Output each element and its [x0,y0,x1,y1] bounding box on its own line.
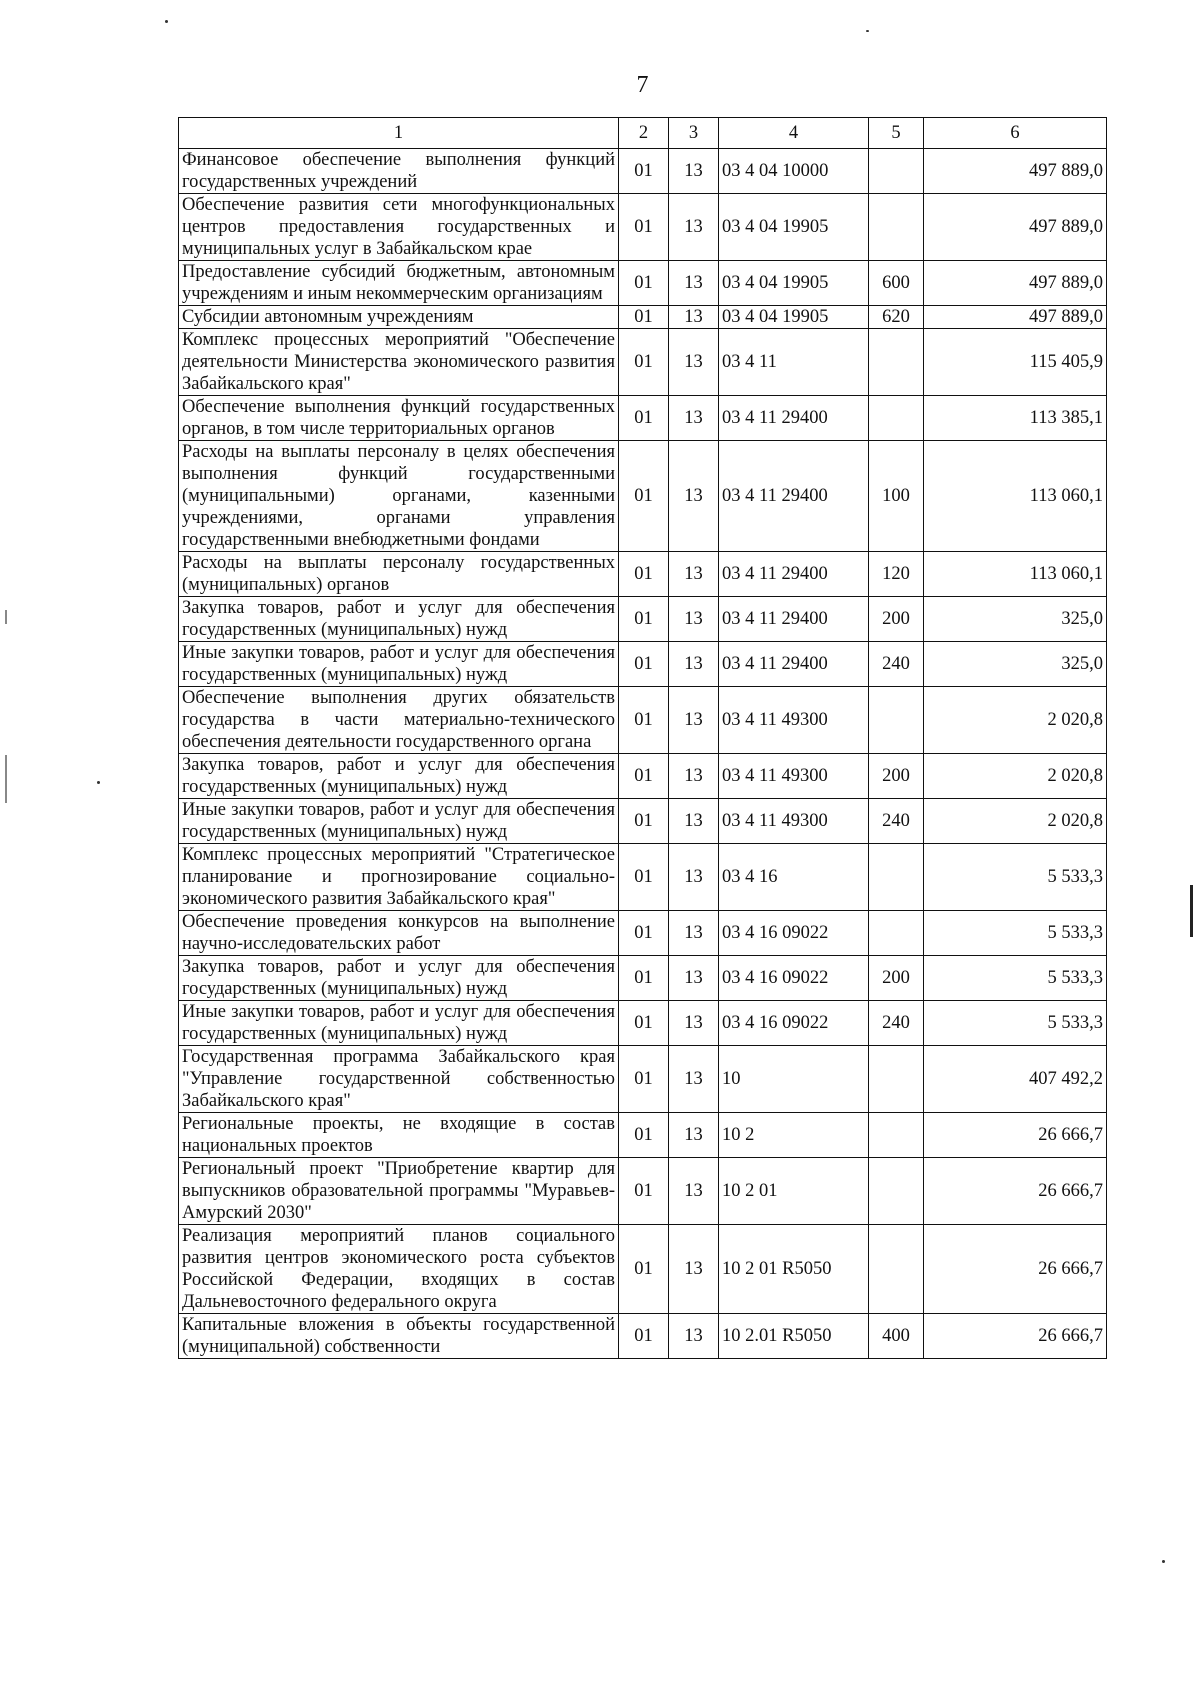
row-section-cell: 01 [619,1158,669,1225]
row-expense-type-cell [869,1113,924,1158]
column-header: 1 [179,118,619,149]
row-target-code-cell: 03 4 11 29400 [719,642,869,687]
row-section-cell: 01 [619,799,669,844]
row-section-cell: 01 [619,642,669,687]
row-target-code-cell: 03 4 16 09022 [719,911,869,956]
row-section-cell: 01 [619,396,669,441]
row-target-code-cell: 03 4 11 29400 [719,441,869,552]
row-section-cell: 01 [619,441,669,552]
budget-table [178,117,1107,1359]
row-name-cell: Обеспечение выполнения функций государственных органов, в том числе территориальных органов [179,396,619,441]
table-row [179,642,1107,687]
row-expense-type-cell [869,329,924,396]
table-row [179,329,1107,396]
table-row [179,1046,1107,1113]
row-section-cell: 01 [619,956,669,1001]
row-section-cell: 01 [619,1225,669,1314]
row-amount-cell: 2 020,8 [924,687,1107,754]
table-row [179,799,1107,844]
row-target-code-cell: 03 4 11 [719,329,869,396]
scan-edge-mark [5,755,7,803]
row-subsection-cell: 13 [669,956,719,1001]
table-row [179,1314,1107,1359]
row-name-cell: Капитальные вложения в объекты государственной (муниципальной) собственности [179,1314,619,1359]
row-subsection-cell: 13 [669,1113,719,1158]
row-expense-type-cell [869,1158,924,1225]
row-amount-cell: 113 060,1 [924,552,1107,597]
row-name-cell: Расходы на выплаты персоналу в целях обеспечения выполнения функций государственными (муниципальными) органами, казенными учреждениями, органами управления государственными внебюджетными фондами [179,441,619,552]
row-subsection-cell: 13 [669,441,719,552]
table-row [179,306,1107,329]
row-section-cell: 01 [619,911,669,956]
row-target-code-cell: 03 4 04 19905 [719,194,869,261]
row-amount-cell: 2 020,8 [924,754,1107,799]
row-target-code-cell: 10 2 01 [719,1158,869,1225]
row-expense-type-cell [869,149,924,194]
row-expense-type-cell: 400 [869,1314,924,1359]
row-amount-cell: 325,0 [924,597,1107,642]
row-name-cell: Государственная программа Забайкальского края "Управление государственной собственностью Забайкальского края" [179,1046,619,1113]
row-subsection-cell: 13 [669,642,719,687]
table-row [179,261,1107,306]
row-section-cell: 01 [619,1046,669,1113]
table-row [179,149,1107,194]
row-name-cell: Комплекс процессных мероприятий "Стратегическое планирование и прогнозирование социально-экономического развития Забайкальского края" [179,844,619,911]
row-section-cell: 01 [619,306,669,329]
scan-speck [165,20,168,23]
row-section-cell: 01 [619,1113,669,1158]
row-target-code-cell: 10 [719,1046,869,1113]
row-target-code-cell: 03 4 04 19905 [719,261,869,306]
row-amount-cell: 497 889,0 [924,149,1107,194]
row-name-cell: Закупка товаров, работ и услуг для обеспечения государственных (муниципальных) нужд [179,597,619,642]
row-target-code-cell: 03 4 11 49300 [719,687,869,754]
row-subsection-cell: 13 [669,306,719,329]
row-amount-cell: 497 889,0 [924,194,1107,261]
row-expense-type-cell [869,911,924,956]
row-target-code-cell: 03 4 04 10000 [719,149,869,194]
row-target-code-cell: 03 4 04 19905 [719,306,869,329]
row-subsection-cell: 13 [669,552,719,597]
row-amount-cell: 5 533,3 [924,844,1107,911]
row-subsection-cell: 13 [669,1225,719,1314]
row-amount-cell: 26 666,7 [924,1314,1107,1359]
row-amount-cell: 497 889,0 [924,261,1107,306]
row-name-cell: Финансовое обеспечение выполнения функций государственных учреждений [179,149,619,194]
row-amount-cell: 115 405,9 [924,329,1107,396]
row-target-code-cell: 03 4 11 49300 [719,754,869,799]
row-amount-cell: 5 533,3 [924,956,1107,1001]
row-name-cell: Обеспечение развития сети многофункциональных центров предоставления государственных и муниципальных услуг в Забайкальском крае [179,194,619,261]
row-name-cell: Иные закупки товаров, работ и услуг для обеспечения государственных (муниципальных) нужд [179,642,619,687]
table-row [179,956,1107,1001]
row-name-cell: Расходы на выплаты персоналу государственных (муниципальных) органов [179,552,619,597]
column-header: 6 [924,118,1107,149]
row-name-cell: Иные закупки товаров, работ и услуг для обеспечения государственных (муниципальных) нужд [179,1001,619,1046]
table-row [179,911,1107,956]
row-section-cell: 01 [619,754,669,799]
row-expense-type-cell: 200 [869,956,924,1001]
row-subsection-cell: 13 [669,396,719,441]
row-name-cell: Обеспечение проведения конкурсов на выполнение научно-исследовательских работ [179,911,619,956]
column-header: 4 [719,118,869,149]
table-row [179,1001,1107,1046]
row-expense-type-cell: 120 [869,552,924,597]
row-expense-type-cell: 240 [869,1001,924,1046]
table-row [179,441,1107,552]
row-subsection-cell: 13 [669,1046,719,1113]
row-amount-cell: 325,0 [924,642,1107,687]
row-section-cell: 01 [619,194,669,261]
row-name-cell: Комплекс процессных мероприятий "Обеспечение деятельности Министерства экономического развития Забайкальского края" [179,329,619,396]
row-expense-type-cell: 600 [869,261,924,306]
row-subsection-cell: 13 [669,149,719,194]
row-expense-type-cell: 100 [869,441,924,552]
table-row [179,1158,1107,1225]
row-section-cell: 01 [619,261,669,306]
page-number: 7 [636,72,649,98]
column-header: 2 [619,118,669,149]
row-subsection-cell: 13 [669,1158,719,1225]
row-target-code-cell: 03 4 16 09022 [719,956,869,1001]
row-name-cell: Реализация мероприятий планов социального развития центров экономического роста субъектов Российской Федерации, входящих в состав Дальневосточного федерального округа [179,1225,619,1314]
row-target-code-cell: 03 4 11 29400 [719,396,869,441]
table-row [179,396,1107,441]
row-expense-type-cell [869,687,924,754]
row-subsection-cell: 13 [669,597,719,642]
row-expense-type-cell [869,844,924,911]
row-amount-cell: 113 385,1 [924,396,1107,441]
row-name-cell: Закупка товаров, работ и услуг для обеспечения государственных (муниципальных) нужд [179,754,619,799]
row-subsection-cell: 13 [669,261,719,306]
row-expense-type-cell: 200 [869,597,924,642]
row-amount-cell: 26 666,7 [924,1158,1107,1225]
row-target-code-cell: 10 2.01 R5050 [719,1314,869,1359]
row-name-cell: Предоставление субсидий бюджетным, автономным учреждениям и иным некоммерческим организациям [179,261,619,306]
row-target-code-cell: 03 4 11 49300 [719,799,869,844]
row-subsection-cell: 13 [669,754,719,799]
row-section-cell: 01 [619,552,669,597]
row-amount-cell: 113 060,1 [924,441,1107,552]
row-target-code-cell: 03 4 11 29400 [719,552,869,597]
column-header: 5 [869,118,924,149]
row-section-cell: 01 [619,844,669,911]
table-row [179,1113,1107,1158]
row-amount-cell: 26 666,7 [924,1113,1107,1158]
row-expense-type-cell: 240 [869,642,924,687]
row-target-code-cell: 10 2 01 R5050 [719,1225,869,1314]
table-row [179,597,1107,642]
row-name-cell: Региональные проекты, не входящие в состав национальных проектов [179,1113,619,1158]
scan-speck [1162,1560,1165,1563]
row-subsection-cell: 13 [669,844,719,911]
header-row [179,118,1107,149]
table-row [179,552,1107,597]
row-section-cell: 01 [619,1314,669,1359]
row-name-cell: Иные закупки товаров, работ и услуг для обеспечения государственных (муниципальных) нужд [179,799,619,844]
row-name-cell: Обеспечение выполнения других обязательств государства в части материально-технического обеспечения деятельности государственного органа [179,687,619,754]
row-target-code-cell: 03 4 11 29400 [719,597,869,642]
row-section-cell: 01 [619,149,669,194]
row-amount-cell: 497 889,0 [924,306,1107,329]
row-expense-type-cell [869,1046,924,1113]
row-expense-type-cell: 620 [869,306,924,329]
row-subsection-cell: 13 [669,687,719,754]
scan-edge-mark [5,610,7,624]
row-expense-type-cell: 240 [869,799,924,844]
scan-speck [97,781,100,784]
row-section-cell: 01 [619,597,669,642]
table-row [179,754,1107,799]
row-subsection-cell: 13 [669,329,719,396]
row-name-cell: Региональный проект "Приобретение квартир для выпускников образовательной программы "Муравьев-Амурский 2030" [179,1158,619,1225]
row-expense-type-cell [869,194,924,261]
row-expense-type-cell [869,396,924,441]
row-name-cell: Закупка товаров, работ и услуг для обеспечения государственных (муниципальных) нужд [179,956,619,1001]
row-amount-cell: 5 533,3 [924,911,1107,956]
row-expense-type-cell: 200 [869,754,924,799]
scan-edge-mark [1190,885,1193,937]
table-row [179,687,1107,754]
row-name-cell: Субсидии автономным учреждениям [179,306,619,329]
column-header: 3 [669,118,719,149]
row-target-code-cell: 03 4 16 [719,844,869,911]
table-row [179,194,1107,261]
row-target-code-cell: 03 4 16 09022 [719,1001,869,1046]
row-amount-cell: 5 533,3 [924,1001,1107,1046]
table-row [179,844,1107,911]
row-section-cell: 01 [619,1001,669,1046]
row-amount-cell: 407 492,2 [924,1046,1107,1113]
row-section-cell: 01 [619,329,669,396]
row-amount-cell: 2 020,8 [924,799,1107,844]
row-expense-type-cell [869,1225,924,1314]
row-subsection-cell: 13 [669,799,719,844]
scan-speck [866,30,869,32]
row-subsection-cell: 13 [669,194,719,261]
row-section-cell: 01 [619,687,669,754]
row-subsection-cell: 13 [669,911,719,956]
row-subsection-cell: 13 [669,1001,719,1046]
row-target-code-cell: 10 2 [719,1113,869,1158]
row-subsection-cell: 13 [669,1314,719,1359]
row-amount-cell: 26 666,7 [924,1225,1107,1314]
table-row [179,1225,1107,1314]
